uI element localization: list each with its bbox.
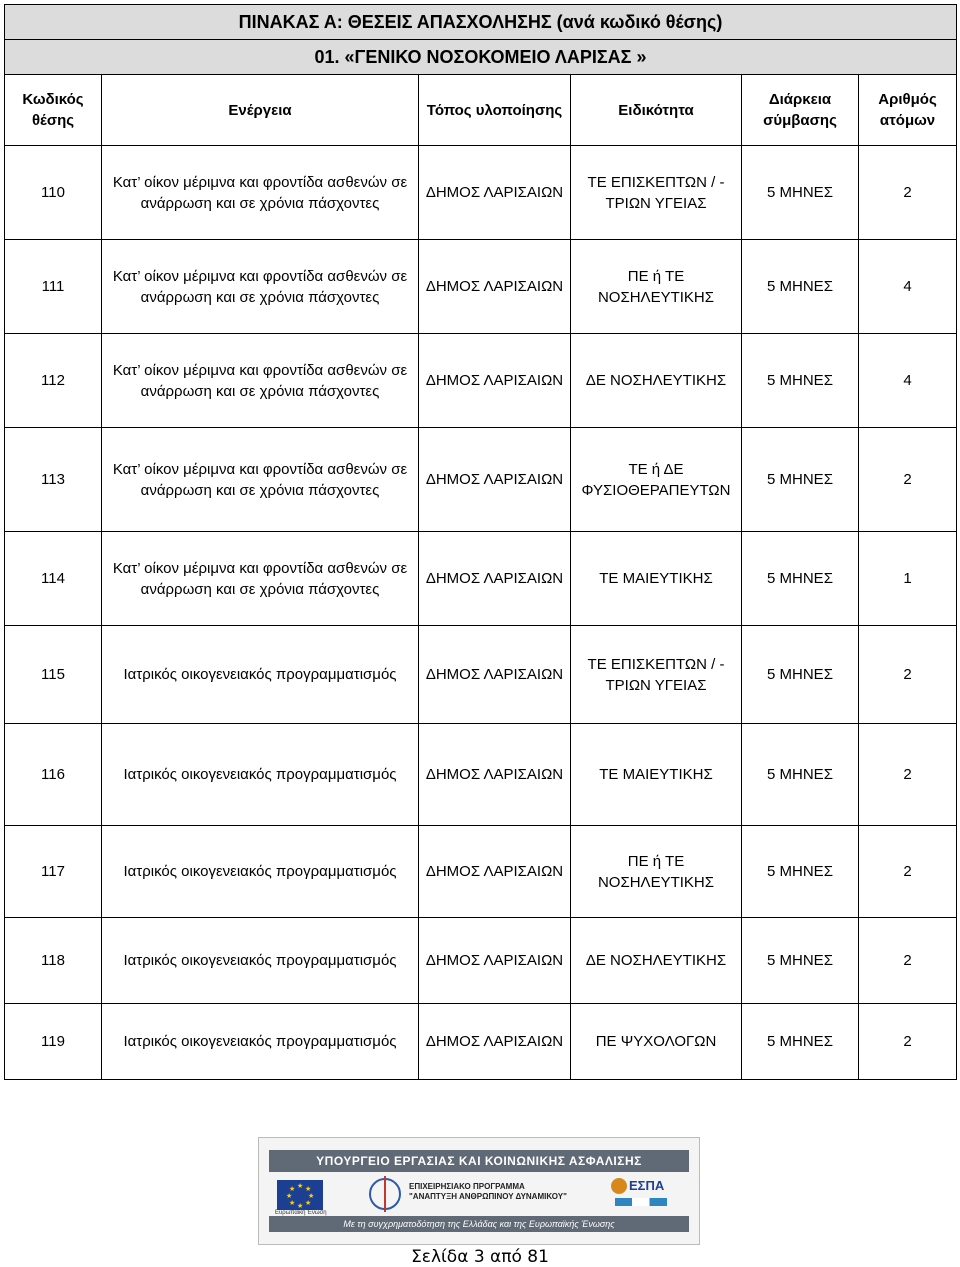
header-duration: Διάρκεια σύμβασης — [742, 75, 859, 146]
cell-duration: 5 ΜΗΝΕΣ — [742, 724, 859, 826]
cell-persons: 2 — [859, 146, 957, 240]
eu-label: Ευρωπαϊκή Ένωση — [275, 1210, 327, 1216]
cell-duration: 5 ΜΗΝΕΣ — [742, 1004, 859, 1080]
cell-code: 114 — [5, 532, 102, 626]
cell-place: ΔΗΜΟΣ ΛΑΡΙΣΑΙΩΝ — [419, 334, 571, 428]
cell-place: ΔΗΜΟΣ ΛΑΡΙΣΑΙΩΝ — [419, 532, 571, 626]
header-place: Τόπος υλοποίησης — [419, 75, 571, 146]
cell-persons: 2 — [859, 1004, 957, 1080]
cell-code: 113 — [5, 428, 102, 532]
cell-place: ΔΗΜΟΣ ΛΑΡΙΣΑΙΩΝ — [419, 1004, 571, 1080]
cell-specialty: ΠΕ ή ΤΕ ΝΟΣΗΛΕΥΤΙΚΗΣ — [571, 826, 742, 918]
table-row — [5, 146, 957, 240]
header-action: Ενέργεια — [102, 75, 419, 146]
cell-specialty: ΔΕ ΝΟΣΗΛΕΥΤΙΚΗΣ — [571, 918, 742, 1004]
cell-specialty: ΤΕ ΕΠΙΣΚΕΠΤΩΝ / - ΤΡΙΩΝ ΥΓΕΙΑΣ — [571, 146, 742, 240]
cell-action: Ιατρικός οικογενειακός προγραμματισμός — [102, 918, 419, 1004]
table-subtitle: 01. «ΓΕΝΙΚΟ ΝΟΣΟΚΟΜΕΙΟ ΛΑΡΙΣΑΣ » — [5, 40, 957, 75]
cell-code: 115 — [5, 626, 102, 724]
cell-specialty: ΤΕ ΜΑΙΕΥΤΙΚΗΣ — [571, 532, 742, 626]
cell-place: ΔΗΜΟΣ ΛΑΡΙΣΑΙΩΝ — [419, 146, 571, 240]
cell-specialty: ΤΕ ΕΠΙΣΚΕΠΤΩΝ / - ΤΡΙΩΝ ΥΓΕΙΑΣ — [571, 626, 742, 724]
cell-persons: 4 — [859, 240, 957, 334]
cell-duration: 5 ΜΗΝΕΣ — [742, 146, 859, 240]
cell-place: ΔΗΜΟΣ ΛΑΡΙΣΑΙΩΝ — [419, 240, 571, 334]
cell-action: Ιατρικός οικογενειακός προγραμματισμός — [102, 826, 419, 918]
cell-specialty: ΤΕ ή ΔΕ ΦΥΣΙΟΘΕΡΑΠΕΥΤΩΝ — [571, 428, 742, 532]
compass-icon — [369, 1178, 401, 1210]
cell-code: 119 — [5, 1004, 102, 1080]
cell-specialty: ΔΕ ΝΟΣΗΛΕΥΤΙΚΗΣ — [571, 334, 742, 428]
table-row — [5, 1004, 957, 1080]
cell-place: ΔΗΜΟΣ ΛΑΡΙΣΑΙΩΝ — [419, 626, 571, 724]
cell-action: Ιατρικός οικογενειακός προγραμματισμός — [102, 724, 419, 826]
table-row — [5, 532, 957, 626]
cell-code: 112 — [5, 334, 102, 428]
column-header-row — [5, 75, 957, 146]
cofinancing-label: Με τη συγχρηματοδότηση της Ελλάδας και της Ευρωπαϊκής Ένωσης — [269, 1216, 689, 1232]
cell-specialty: ΤΕ ΜΑΙΕΥΤΙΚΗΣ — [571, 724, 742, 826]
header-specialty: Ειδικότητα — [571, 75, 742, 146]
cell-duration: 5 ΜΗΝΕΣ — [742, 240, 859, 334]
cell-action: Κατ’ οίκον μέριμνα και φροντίδα ασθενών σε ανάρρωση και σε χρόνια πάσχοντες — [102, 240, 419, 334]
cell-place: ΔΗΜΟΣ ΛΑΡΙΣΑΙΩΝ — [419, 724, 571, 826]
cell-place: ΔΗΜΟΣ ΛΑΡΙΣΑΙΩΝ — [419, 826, 571, 918]
cell-persons: 2 — [859, 626, 957, 724]
cell-specialty: ΠΕ ΨΥΧΟΛΟΓΩΝ — [571, 1004, 742, 1080]
table-row — [5, 826, 957, 918]
cell-action: Κατ’ οίκον μέριμνα και φροντίδα ασθενών σε ανάρρωση και σε χρόνια πάσχοντες — [102, 532, 419, 626]
cell-code: 118 — [5, 918, 102, 1004]
cell-duration: 5 ΜΗΝΕΣ — [742, 826, 859, 918]
ministry-label: ΥΠΟΥΡΓΕΙΟ ΕΡΓΑΣΙΑΣ ΚΑΙ ΚΟΙΝΩΝΙΚΗΣ ΑΣΦΑΛΙΣΗΣ — [269, 1150, 689, 1172]
cell-code: 117 — [5, 826, 102, 918]
table-row — [5, 626, 957, 724]
cell-persons: 4 — [859, 334, 957, 428]
cell-code: 116 — [5, 724, 102, 826]
page-number: Σελίδα 3 από 81 — [411, 1247, 549, 1267]
cell-duration: 5 ΜΗΝΕΣ — [742, 532, 859, 626]
table-title: ΠΙΝΑΚΑΣ Α: ΘΕΣΕΙΣ ΑΠΑΣΧΟΛΗΣΗΣ (ανά κωδικό θέσης) — [5, 5, 957, 40]
cell-persons: 1 — [859, 532, 957, 626]
table-row — [5, 918, 957, 1004]
cell-action: Κατ’ οίκον μέριμνα και φροντίδα ασθενών σε ανάρρωση και σε χρόνια πάσχοντες — [102, 428, 419, 532]
cell-persons: 2 — [859, 918, 957, 1004]
cell-code: 110 — [5, 146, 102, 240]
cell-specialty: ΠΕ ή ΤΕ ΝΟΣΗΛΕΥΤΙΚΗΣ — [571, 240, 742, 334]
table-row — [5, 428, 957, 532]
cell-action: Κατ’ οίκον μέριμνα και φροντίδα ασθενών σε ανάρρωση και σε χρόνια πάσχοντες — [102, 334, 419, 428]
cell-action: Ιατρικός οικογενειακός προγραμματισμός — [102, 1004, 419, 1080]
cell-duration: 5 ΜΗΝΕΣ — [742, 334, 859, 428]
espa-circle-icon — [611, 1178, 627, 1194]
cell-persons: 2 — [859, 428, 957, 532]
eu-flag-icon: ★ ★ ★ ★ ★ ★ ★ ★ — [277, 1180, 323, 1210]
header-code: Κωδικός θέσης — [5, 75, 102, 146]
cell-action: Κατ’ οίκον μέριμνα και φροντίδα ασθενών σε ανάρρωση και σε χρόνια πάσχοντες — [102, 146, 419, 240]
positions-table — [4, 4, 957, 1080]
espa-logo: ΕΣΠΑ — [611, 1178, 667, 1210]
table-row — [5, 240, 957, 334]
table-row — [5, 724, 957, 826]
cell-duration: 5 ΜΗΝΕΣ — [742, 918, 859, 1004]
header-persons: Αριθμός ατόμων — [859, 75, 957, 146]
cell-place: ΔΗΜΟΣ ΛΑΡΙΣΑΙΩΝ — [419, 918, 571, 1004]
cell-persons: 2 — [859, 724, 957, 826]
cell-code: 111 — [5, 240, 102, 334]
cell-duration: 5 ΜΗΝΕΣ — [742, 428, 859, 532]
cell-persons: 2 — [859, 826, 957, 918]
table-row — [5, 334, 957, 428]
programme-label: ΕΠΙΧΕΙΡΗΣΙΑΚΟ ΠΡΟΓΡΑΜΜΑ "ΑΝΑΠΤΥΞΗ ΑΝΘΡΩΠΙΝΟΥ ΔΥΝΑΜΙΚΟΥ" — [409, 1182, 567, 1201]
cell-place: ΔΗΜΟΣ ΛΑΡΙΣΑΙΩΝ — [419, 428, 571, 532]
programme-logo-banner — [258, 1137, 700, 1245]
cell-action: Ιατρικός οικογενειακός προγραμματισμός — [102, 626, 419, 724]
cell-duration: 5 ΜΗΝΕΣ — [742, 626, 859, 724]
